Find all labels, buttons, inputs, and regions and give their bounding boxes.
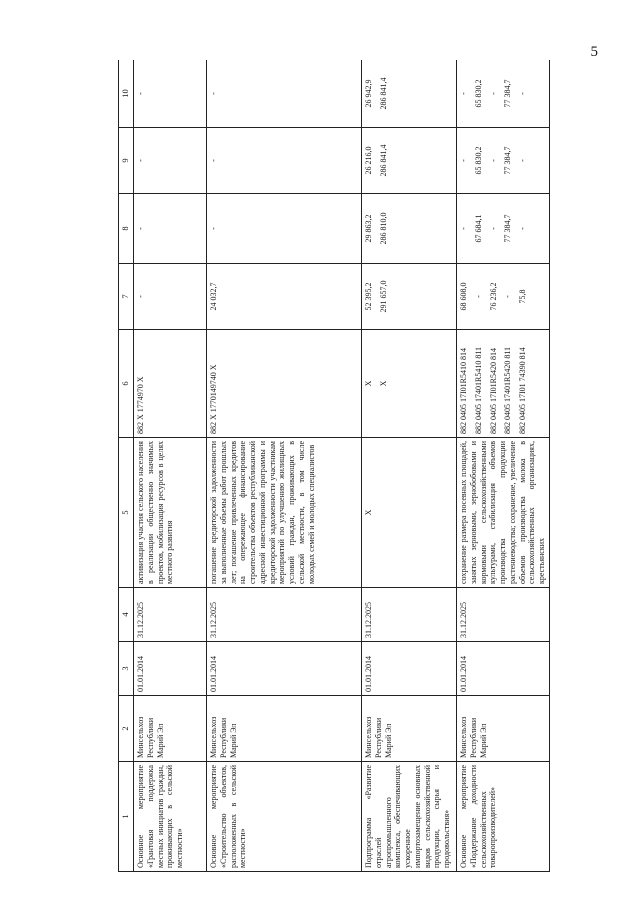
amount: 75,8 <box>518 289 527 304</box>
amount: 24 032,7 <box>209 282 218 311</box>
row-budget-codes <box>134 330 207 438</box>
amount: 67 684,1 <box>473 214 483 243</box>
row-col10 <box>207 60 362 128</box>
amount: - <box>209 159 218 162</box>
row-start-date: 01.01.2014 <box>134 642 207 696</box>
row-executor: Минсельхоз Республики Марий Эл <box>207 696 362 762</box>
row-result: активизация участия сельского населения в реализации общественно значимых проектов, мобилизация ресурсов в целях местного развития <box>134 438 207 588</box>
row-col10 <box>362 60 457 128</box>
row-budget-codes <box>207 330 362 438</box>
row-col8 <box>362 194 457 264</box>
row-col9 <box>362 128 457 194</box>
row-budget-codes <box>362 330 457 438</box>
row-start-date: 01.01.2014 <box>207 642 362 696</box>
row-col8 <box>207 194 362 264</box>
amount: - <box>136 159 145 162</box>
amount: - <box>518 227 527 230</box>
row-end-date: 31.12.2025 <box>134 588 207 642</box>
amount: - <box>503 295 513 298</box>
amount: - <box>459 159 468 162</box>
page-number: 5 <box>590 44 598 60</box>
col-header-5: 5 <box>119 438 134 588</box>
budget-code: 882 X 1774970 X <box>136 376 145 434</box>
row-result: сохранение размера посевных площадей, занятых зерновыми, зернобобовыми и кормовыми сельскохозяйственными культурами, стабилизация объемов производства продукции растениеводства; сохранение, увеличение объемов производства молока в сельскохозяйственных организациях, крестьянских <box>457 438 550 588</box>
row-col7 <box>134 264 207 330</box>
col-header-3: 3 <box>119 642 134 696</box>
row-end-date: 31.12.2025 <box>457 588 550 642</box>
row-col8 <box>457 194 550 264</box>
row-col9 <box>134 128 207 194</box>
amount: 286 841,4 <box>378 77 388 110</box>
amount: 286 810,0 <box>378 212 388 245</box>
amount: 65 830,2 <box>473 79 483 108</box>
amount: - <box>136 295 145 298</box>
amount: - <box>136 227 145 230</box>
amount: - <box>459 227 468 230</box>
row-name: Основное мероприятие «Грантовая поддержка местных инициатив граждан, проживающих в сельской местности» <box>134 762 207 872</box>
row-col10 <box>134 60 207 128</box>
row-name: Основное мероприятие «Поддержание доходности сельскохозяйственных товаропроизводителей» <box>457 762 550 872</box>
budget-code: 882 0405 17401R5410 811 <box>473 346 483 434</box>
amount: 29 863,2 <box>364 214 373 243</box>
budget-code: 882 0405 17I01R5410 814 <box>459 348 468 434</box>
amount: - <box>136 92 145 95</box>
table-row <box>134 60 207 872</box>
row-executor: Минсельхоз Республики Марий Эл <box>362 696 457 762</box>
table-row <box>457 60 550 872</box>
row-col7 <box>457 264 550 330</box>
amount: 77 384,7 <box>503 214 513 243</box>
row-executor: Минсельхоз Республики Марий Эл <box>457 696 550 762</box>
amount: 76 236,2 <box>488 282 498 311</box>
col-header-7: 7 <box>119 264 134 330</box>
row-result: X <box>362 438 457 588</box>
col-header-2: 2 <box>119 696 134 762</box>
amount: - <box>459 92 468 95</box>
amount: - <box>488 227 498 230</box>
rotated-table-area <box>118 60 594 872</box>
row-col9 <box>207 128 362 194</box>
row-result: погашение кредиторской задолженности за выполненные объемы работ прошлых лет; погашение привлеченных кредитов на опережающее финансирование строительства объектов республиканской адресной инвестиционной программы и кредиторской задолженности участникам мероприятий по улучшению жилищных условий граждан, проживающих в сельской местности, в том числе молодых семей и молодых специалистов <box>207 438 362 588</box>
col-header-4: 4 <box>119 588 134 642</box>
col-header-10: 10 <box>119 60 134 128</box>
amount: 77 384,7 <box>503 79 513 108</box>
amount: - <box>209 92 218 95</box>
row-col7 <box>207 264 362 330</box>
budget-code: 882 X 1770149740 X <box>209 364 218 434</box>
program-table <box>118 60 550 872</box>
budget-code: 882 0405 17I01 74390 814 <box>518 347 527 434</box>
row-col7 <box>362 264 457 330</box>
amount: 68 608,0 <box>459 282 468 311</box>
col-header-6: 6 <box>119 330 134 438</box>
amount: - <box>488 159 498 162</box>
row-start-date: 01.01.2014 <box>457 642 550 696</box>
budget-code: 882 0405 17I01R5420 814 <box>488 348 498 434</box>
row-executor: Минсельхоз Республики Марий Эл <box>134 696 207 762</box>
row-col9 <box>457 128 550 194</box>
budget-code: X <box>364 380 373 387</box>
amount: 52 395,2 <box>364 282 373 311</box>
row-budget-codes <box>457 330 550 438</box>
amount: - <box>488 92 498 95</box>
col-header-9: 9 <box>119 128 134 194</box>
amount: 26 942,9 <box>364 79 373 108</box>
budget-code: X <box>378 380 388 387</box>
amount: - <box>518 92 527 95</box>
row-end-date: 31.12.2025 <box>362 588 457 642</box>
amount: 286 841,4 <box>378 144 388 177</box>
amount: 26 216,0 <box>364 146 373 175</box>
col-header-1: 1 <box>119 762 134 872</box>
budget-code: 882 0405 17401R5420 811 <box>503 346 513 434</box>
row-col10 <box>457 60 550 128</box>
header-row <box>119 60 134 872</box>
amount: 65 830,2 <box>473 146 483 175</box>
row-name: Подпрограмма «Развитие отраслей агропромышленного комплекса, обеспечивающих ускоренное импортозамещение основных видов сельскохозяйственной продукции, сырья и продовольствия» <box>362 762 457 872</box>
row-name: Основное мероприятие «Строительство объектов, расположенных в сельской местности» <box>207 762 362 872</box>
amount: - <box>518 159 527 162</box>
table-row <box>362 60 457 872</box>
amount: - <box>473 295 483 298</box>
row-col8 <box>134 194 207 264</box>
col-header-8: 8 <box>119 194 134 264</box>
amount: 77 384,7 <box>503 146 513 175</box>
row-end-date: 31.12.2025 <box>207 588 362 642</box>
rotated-table-frame <box>118 60 594 872</box>
table-row <box>207 60 362 872</box>
amount: 291 657,0 <box>378 280 388 313</box>
row-start-date: 01.01.2014 <box>362 642 457 696</box>
amount: - <box>209 227 218 230</box>
